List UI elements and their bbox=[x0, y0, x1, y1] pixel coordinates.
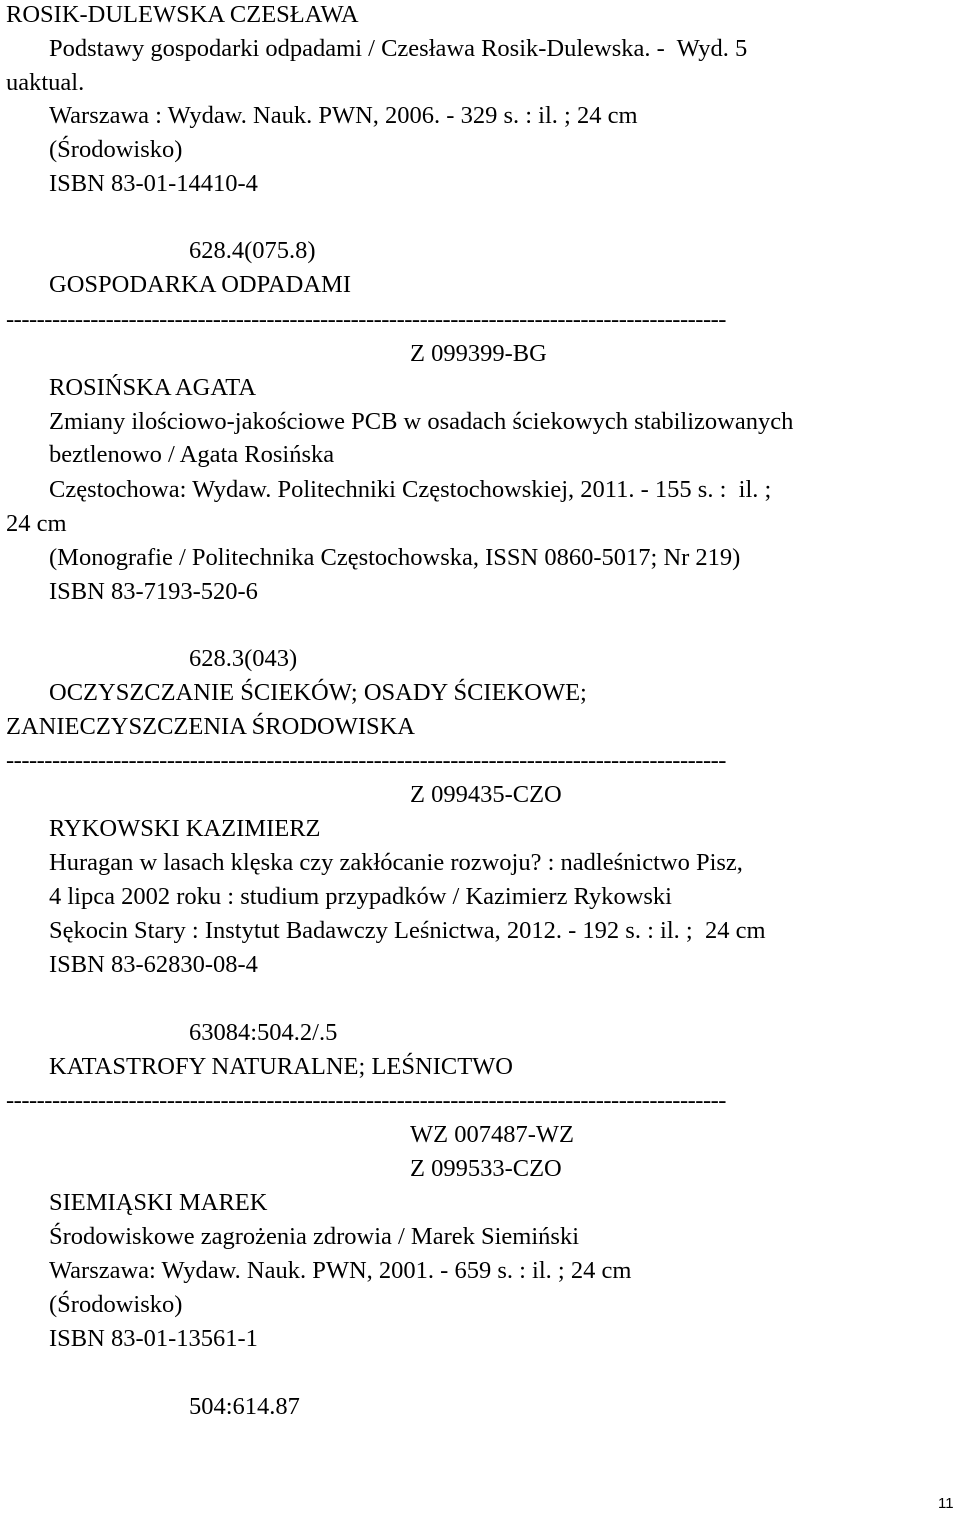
entry-subjects: GOSPODARKA ODPADAMI bbox=[49, 271, 352, 298]
entry-signature: Z 099399-BG bbox=[410, 340, 547, 367]
entry-author: SIEMIĄSKI MAREK bbox=[49, 1189, 268, 1216]
entry-subjects-line: OCZYSZCZANIE ŚCIEKÓW; OSADY ŚCIEKOWE; bbox=[49, 679, 587, 706]
entry-udc: 504:614.87 bbox=[189, 1393, 300, 1420]
entry-udc: 628.4(075.8) bbox=[189, 237, 316, 264]
entry-separator: ---------------------------------------------------------------------------------------------- bbox=[6, 1087, 726, 1114]
entry-isbn: ISBN 83-7193-520-6 bbox=[49, 578, 258, 605]
page-number: 11 bbox=[938, 1495, 954, 1512]
entry-title-line: beztlenowo / Agata Rosińska bbox=[49, 441, 335, 468]
entry-title-line: 4 lipca 2002 roku : studium przypadków / Kazimierz Rykowski bbox=[49, 883, 672, 910]
entry-author: ROSIK-DULEWSKA CZESŁAWA bbox=[6, 1, 359, 28]
entry-title-line: Zmiany ilościowo-jakościowe PCB w osadach ściekowych stabilizowanych bbox=[49, 408, 794, 435]
entry-title-line: Huragan w lasach klęska czy zakłócanie rozwoju? : nadleśnictwo Pisz, bbox=[49, 849, 743, 876]
entry-subjects-line: ZANIECZYSZCZENIA ŚRODOWISKA bbox=[6, 713, 415, 740]
entry-publication-line: Częstochowa: Wydaw. Politechniki Częstochowskiej, 2011. - 155 s. : il. ; bbox=[49, 476, 772, 503]
entry-publication: Warszawa: Wydaw. Nauk. PWN, 2001. - 659 s. : il. ; 24 cm bbox=[49, 1257, 632, 1284]
entry-publication: Sękocin Stary : Instytut Badawczy Leśnictwa, 2012. - 192 s. : il. ; 24 cm bbox=[49, 917, 766, 944]
entry-subjects: KATASTROFY NATURALNE; LEŚNICTWO bbox=[49, 1053, 513, 1080]
entry-series: (Monografie / Politechnika Częstochowska, ISSN 0860-5017; Nr 219) bbox=[49, 544, 741, 571]
entry-author: RYKOWSKI KAZIMIERZ bbox=[49, 815, 321, 842]
entry-series: (Środowisko) bbox=[49, 1291, 183, 1318]
entry-signature: WZ 007487-WZ bbox=[410, 1121, 574, 1148]
entry-isbn: ISBN 83-01-13561-1 bbox=[49, 1325, 258, 1352]
entry-series: (Środowisko) bbox=[49, 136, 183, 163]
entry-publication-line: 24 cm bbox=[6, 510, 67, 537]
entry-title-line: Podstawy gospodarki odpadami / Czesława Rosik-Dulewska. - Wyd. 5 bbox=[49, 35, 748, 62]
entry-separator: ---------------------------------------------------------------------------------------------- bbox=[6, 747, 726, 774]
entry-signature: Z 099435-CZO bbox=[410, 781, 562, 808]
entry-publication: Warszawa : Wydaw. Nauk. PWN, 2006. - 329 s. : il. ; 24 cm bbox=[49, 102, 638, 129]
entry-signature: Z 099533-CZO bbox=[410, 1155, 562, 1182]
entry-udc: 63084:504.2/.5 bbox=[189, 1019, 338, 1046]
entry-author: ROSIŃSKA AGATA bbox=[49, 374, 257, 401]
entry-title-line: uaktual. bbox=[6, 69, 85, 96]
entry-isbn: ISBN 83-62830-08-4 bbox=[49, 951, 258, 978]
entry-isbn: ISBN 83-01-14410-4 bbox=[49, 170, 258, 197]
entry-title: Środowiskowe zagrożenia zdrowia / Marek Siemiński bbox=[49, 1223, 580, 1250]
entry-separator: ---------------------------------------------------------------------------------------------- bbox=[6, 306, 726, 333]
entry-udc: 628.3(043) bbox=[189, 645, 298, 672]
